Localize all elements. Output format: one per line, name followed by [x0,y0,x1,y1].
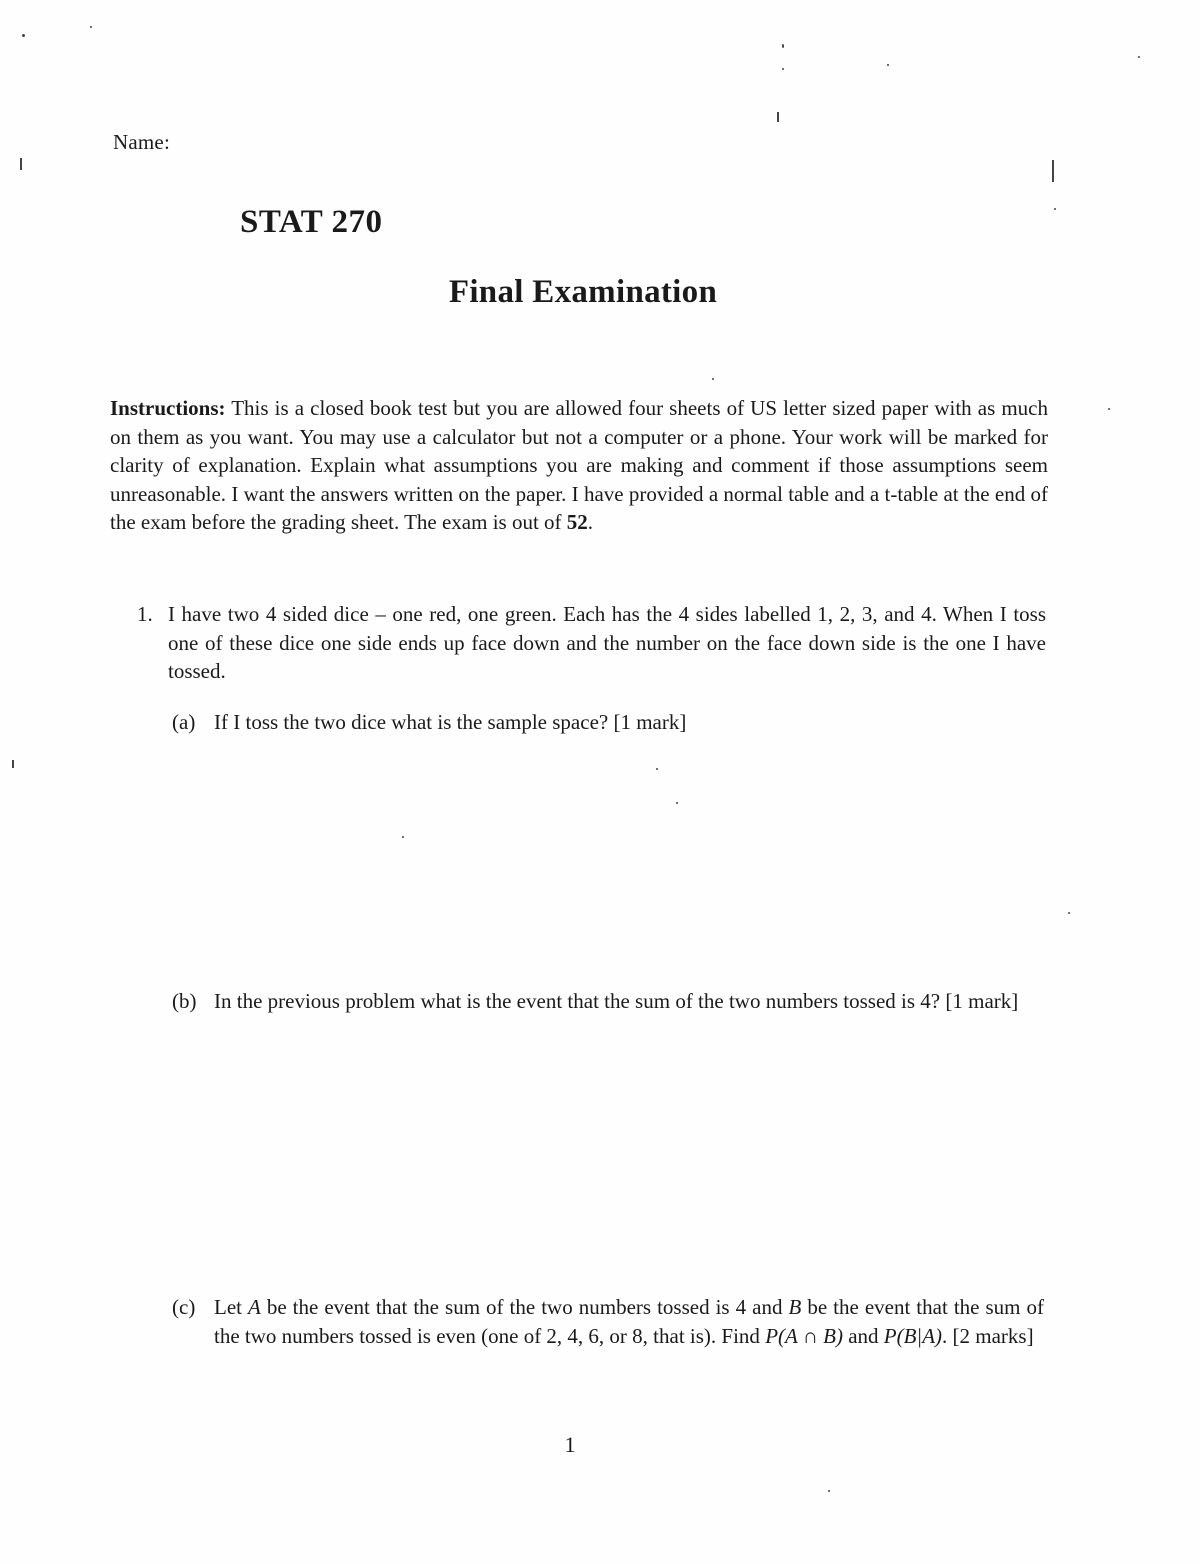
question-1-part-b [172,987,1044,1016]
part-text-end: . [2 marks] [942,1323,1034,1348]
scan-speck [20,158,22,170]
probability-conditional: P(B|A) [883,1323,943,1348]
scan-speck [1054,208,1056,210]
part-label: (c) [172,1295,196,1319]
part-text-mid1: be the event that the sum of the two numbers tossed is 4 and [266,1295,783,1319]
scan-speck [402,836,404,838]
part-text-mid2: be the event that the sum of the two numbers tossed is even (one of 2, 4, 6, or 8, that is). Find [214,1295,1044,1348]
question-number: 1. [137,602,153,626]
question-1 [137,600,1046,686]
part-text-pre: Let [214,1295,242,1319]
scan-speck [676,802,678,804]
instructions-lead: Instructions: [110,396,226,420]
instructions-body: This is a closed book test but you are allowed four sheets of US letter sized paper with as much on them as you want. You may use a calculator but not a computer or a phone. Your work will be marked for clarity of explanation. Explain what assumptions you are making and comment if those assumptions seem unreasonable. I want the answers written on the paper. I have provided a normal table and a t-table at the end of the exam before the grading sheet. The exam is out of [110,396,1048,535]
exam-total-marks: 52 [566,510,588,535]
part-text: In the previous problem what is the event that the sum of the two numbers tossed is 4? [1 mark] [214,989,1019,1013]
scan-speck [1068,912,1070,914]
scan-speck [887,64,889,66]
scan-speck [12,760,14,768]
part-text-and: and [848,1323,879,1348]
instructions-paragraph [110,394,1048,537]
question-1-part-c [172,1293,1044,1350]
scan-speck [828,1490,830,1492]
question-text: I have two 4 sided dice – one red, one green. Each has the 4 sides labelled 1, 2, 3, and 4. When I toss one of these dice one side ends up face down and the number on the face down side is the one I have tossed. [168,602,1046,684]
scan-speck [782,68,784,70]
part-text: If I toss the two dice what is the sample space? [1 mark] [214,710,687,734]
probability-intersection: P(A ∩ B) [765,1323,843,1348]
scan-speck [1138,56,1140,58]
name-label: Name: [113,130,170,154]
scan-speck [782,44,784,48]
scan-speck [656,768,658,770]
exam-title: Final Examination [448,274,718,310]
scan-speck [1052,160,1054,182]
instructions-end: . [587,510,594,535]
scan-speck [712,378,714,380]
question-1-part-a [172,708,1044,737]
variable-a: A [248,1295,261,1319]
scan-speck [22,34,25,37]
course-title: STAT 270 [240,204,383,240]
part-label: (a) [172,710,196,734]
page-number: 1 [564,1432,576,1457]
scan-speck [90,26,92,28]
part-label: (b) [172,989,197,1013]
scan-speck [1108,408,1110,410]
scan-speck [777,112,779,122]
variable-b: B [788,1295,802,1319]
